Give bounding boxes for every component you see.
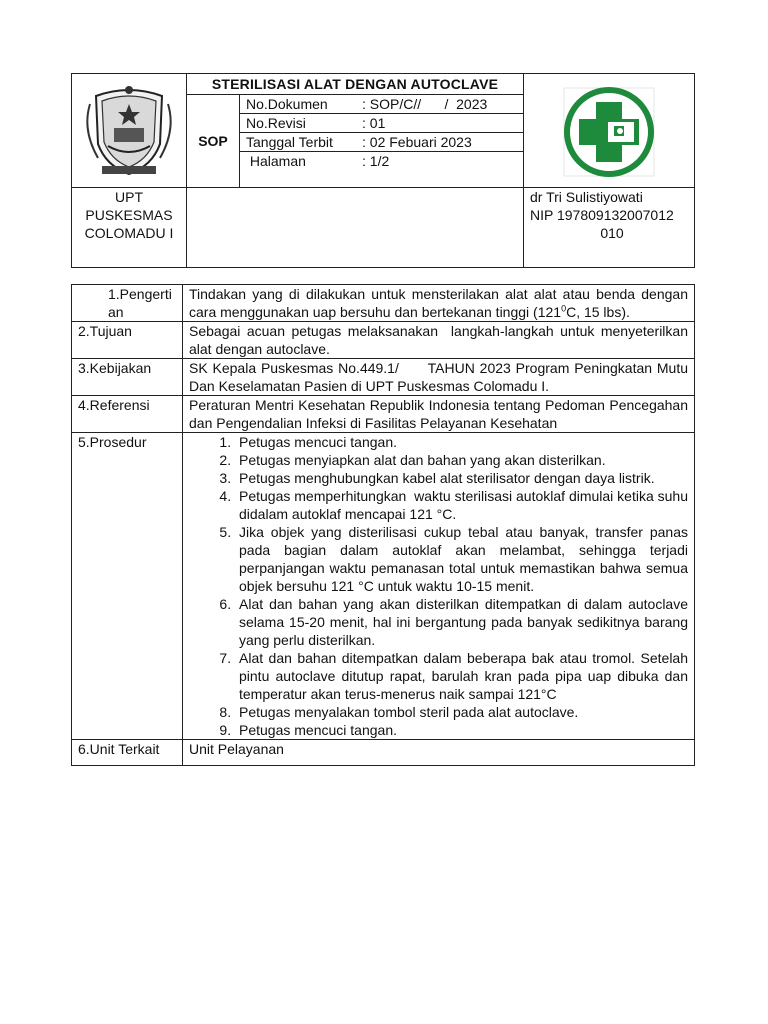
signer-nip: NIP 197809132007012 bbox=[530, 207, 674, 223]
degree-sup: 0 bbox=[561, 303, 567, 314]
meta-key: No.Dokumen bbox=[246, 95, 328, 112]
meta-value: : 1/2 bbox=[362, 152, 390, 169]
section-label: 4.Referensi bbox=[72, 396, 183, 433]
meta-value: : 02 Febuari 2023 bbox=[362, 133, 472, 150]
meta-value: : 01 bbox=[362, 114, 386, 131]
list-item: 7. Alat dan bahan ditempatkan dalam beberapa bak atau tromol. Setelah pintu autoclave ditutup rapat, barulah kran pada pipa uap dibuka dan temperatur akan terus-menerus naik sampai 121°C bbox=[235, 649, 688, 703]
blank-cell bbox=[187, 188, 524, 268]
list-item: 2. Petugas menyiapkan alat dan bahan yang akan disterilkan. bbox=[235, 451, 688, 469]
list-item: 1. Petugas mencuci tangan. bbox=[235, 433, 688, 451]
meta-row-halaman bbox=[240, 152, 523, 170]
list-item: 5. Jika objek yang disterilisasi cukup tebal atau banyak, transfer panas pada bagian dalam autoklaf akan melambat, sehingga terjadi perpanjangan waktu pemanasan total untuk memastikan bahwa semua objek bersuhu 121 °C untuk waktu 10-15 menit. bbox=[235, 523, 688, 595]
puskesmas-cross-icon bbox=[524, 74, 694, 184]
meta-value: : SOP/C// / 2023 bbox=[362, 95, 488, 112]
meta-row-tanggal bbox=[240, 133, 523, 152]
regency-emblem-icon bbox=[72, 74, 186, 184]
pengertian-text-b: C, 15 lbs). bbox=[566, 304, 630, 320]
meta-key: Tanggal Terbit bbox=[246, 133, 333, 150]
section-label bbox=[72, 285, 183, 322]
sop-body-table bbox=[71, 284, 700, 766]
list-item: 9. Petugas mencuci tangan. bbox=[235, 721, 688, 739]
signer-nip-cont: 010 bbox=[600, 225, 624, 241]
list-item: 4. Petugas memperhitungkan waktu sterilisasi autoklaf dimulai ketika suhu didalam autoklaf mencapai 121 °C. bbox=[235, 487, 688, 523]
org-line: COLOMADU I bbox=[84, 225, 174, 241]
row-referensi bbox=[72, 396, 695, 433]
section-label: 3.Kebijakan bbox=[72, 359, 183, 396]
list-item: 6. Alat dan bahan yang akan disterilkan ditempatkan di dalam autoclave selama 15-20 menit, hal ini bergantung pada banyak sedikitnya barang yang perlu disterilkan. bbox=[235, 595, 688, 649]
section-label: 5.Prosedur bbox=[72, 433, 183, 740]
pengertian-text-a: Tindakan yang di dilakukan untuk mensterilakan alat alat atau benda dengan cara menggunakan uap bersuhu dan bertekanan tinggi (121 bbox=[189, 286, 688, 320]
row-pengertian bbox=[72, 285, 695, 322]
right-logo-cell bbox=[524, 74, 695, 188]
sop-header-table bbox=[71, 73, 695, 268]
list-item: 3. Petugas menghubungkan kabel alat sterilisator dengan daya listrik. bbox=[235, 469, 688, 487]
row-kebijakan bbox=[72, 359, 695, 396]
document-title: STERILISASI ALAT DENGAN AUTOCLAVE bbox=[187, 74, 524, 95]
section-text: Unit Pelayanan bbox=[183, 740, 695, 766]
section-text bbox=[183, 285, 695, 322]
label-text: 1.Pengerti an bbox=[108, 286, 172, 320]
section-text: Peraturan Mentri Kesehatan Republik Indonesia tentang Pedoman Pencegahan dan Pengendalian Infeksi di Fasilitas Pelayanan Kesehatan bbox=[183, 396, 695, 433]
row-tujuan bbox=[72, 322, 695, 359]
meta-key: Halaman bbox=[246, 152, 306, 169]
meta-key: No.Revisi bbox=[246, 114, 306, 131]
procedure-list bbox=[189, 433, 700, 739]
meta-row-dokumen bbox=[240, 95, 523, 114]
signer-cell bbox=[524, 188, 695, 268]
row-unit-terkait bbox=[72, 740, 695, 766]
meta-row-revisi bbox=[240, 114, 523, 133]
section-label: 2.Tujuan bbox=[72, 322, 183, 359]
organization-name bbox=[72, 188, 187, 268]
row-prosedur bbox=[72, 433, 695, 740]
org-line: UPT bbox=[115, 189, 143, 205]
section-text: Sebagai acuan petugas melaksanakan langkah-langkah untuk menyeterilkan alat dengan autoclave. bbox=[183, 322, 695, 359]
signer-name: dr Tri Sulistiyowati bbox=[530, 189, 643, 205]
sop-label: SOP bbox=[187, 94, 240, 187]
section-label: 6.Unit Terkait bbox=[72, 740, 183, 766]
section-text: SK Kepala Puskesmas No.449.1/ TAHUN 2023 Program Peningkatan Mutu Dan Keselamatan Pasien di UPT Puskesmas Colomadu I. bbox=[183, 359, 695, 396]
list-item: 8. Petugas menyalakan tombol steril pada alat autoclave. bbox=[235, 703, 688, 721]
org-line: PUSKESMAS bbox=[85, 207, 173, 223]
left-logo-cell bbox=[72, 74, 187, 188]
document-meta bbox=[240, 94, 524, 187]
section-text bbox=[183, 433, 700, 740]
